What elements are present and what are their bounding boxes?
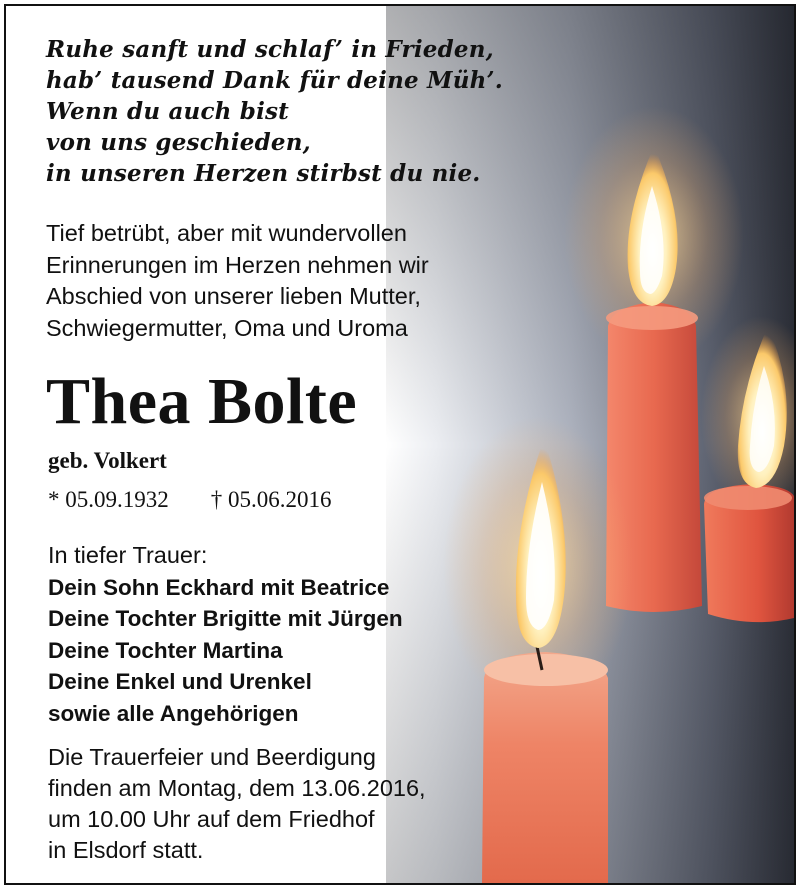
mourner-item: sowie alle Angehörigen xyxy=(48,700,299,726)
death-date: † 05.06.2016 xyxy=(210,487,332,512)
maiden-name: geb. Volkert xyxy=(48,448,167,473)
poem-line: von uns geschieden, xyxy=(46,129,311,156)
service-line: finden am Montag, dem 13.06.2016, xyxy=(48,775,426,801)
poem-line: in unseren Herzen stirbst du nie. xyxy=(46,160,481,187)
service-line: in Elsdorf statt. xyxy=(48,837,204,863)
deceased-name: Thea Bolte xyxy=(46,365,358,438)
poem-line: Wenn du auch bist xyxy=(46,98,290,125)
mourner-item: Dein Sohn Eckhard mit Beatrice xyxy=(48,574,390,600)
poem-line: hab’ tausend Dank für deine Müh’. xyxy=(46,67,503,94)
mourner-item: Deine Tochter Martina xyxy=(48,637,283,663)
intro-line: Abschied von unserer lieben Mutter, xyxy=(46,283,421,309)
mourners-list xyxy=(48,540,403,729)
intro-line: Schwiegermutter, Oma und Uroma xyxy=(46,314,408,341)
memorial-poem xyxy=(46,34,503,189)
mourner-item: Deine Tochter Brigitte mit Jürgen xyxy=(48,606,403,631)
service-line: Die Trauerfeier und Beerdigung xyxy=(48,744,376,770)
funeral-service-info xyxy=(48,742,426,866)
mourner-item: Deine Enkel und Urenkel xyxy=(48,669,312,694)
intro-text xyxy=(46,218,429,344)
obituary-notice xyxy=(4,4,796,885)
poem-line: Ruhe sanft und schlaf’ in Frieden, xyxy=(46,36,494,63)
intro-line: Erinnerungen im Herzen nehmen wir xyxy=(46,251,429,278)
intro-line: Tief betrübt, aber mit wundervollen xyxy=(46,220,407,246)
life-dates xyxy=(48,485,332,515)
birth-date: * 05.09.1932 xyxy=(48,487,169,512)
mourning-heading: In tiefer Trauer: xyxy=(48,542,208,568)
service-line: um 10.00 Uhr auf dem Friedhof xyxy=(48,806,375,832)
